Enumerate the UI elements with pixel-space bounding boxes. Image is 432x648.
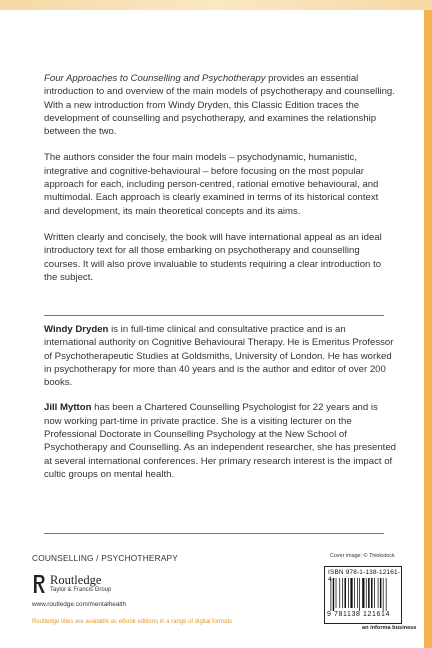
subject-category: COUNSELLING / PSYCHOTHERAPY	[32, 553, 179, 563]
top-color-band	[0, 0, 432, 10]
routledge-r-icon	[32, 573, 46, 595]
description-paragraph-3: Written clearly and concisely, the book will have international appeal as an ideal introductory text for all those embarking on psychotherapy and counselling courses. It will also prove invaluable to students requiring a clear introduction to the subject.	[44, 231, 382, 283]
author-bio-text-2: has been a Chartered Counselling Psychologist for 22 years and is now working part-time in private practice. She is a visiting lecturer on the Professional Doctorate in Counselling Psychology at the New School of Psychotherapy and Counselling. As an independent researcher, she has presented at several international conferences. Her primary research interest is the impact of cultic groups on mental health.	[44, 402, 397, 480]
author-bios	[44, 323, 398, 493]
publisher-name: Routledge	[50, 573, 102, 587]
publisher-website[interactable]: www.routledge.com/mentalhealth	[32, 601, 127, 608]
publisher-logo	[32, 573, 182, 597]
author-bio-2	[44, 401, 398, 481]
description-paragraph-2: The authors consider the four main models – psychodynamic, humanistic, integrative and cognitive-behavioural – before focusing on the most popular approach for each, including person-centred, rational emotive behavioural, and multimodal. Each approach is clearly examined in terms of its historical context and development, its main theoretical concepts and its aims.	[44, 152, 379, 217]
description-paragraph-1	[44, 72, 396, 138]
spine-color-strip	[424, 10, 432, 648]
divider-top	[44, 315, 384, 316]
description-text-1: provides an essential introduction to and overview of the main models of psychotherapy and counselling. With a new introduction from Windy Dryden, this Classic Edition traces the development of counselling and psychotherapy, and examines the relationship between the two.	[44, 73, 395, 138]
book-title: Four Approaches to Counselling and Psychotherapy	[44, 73, 266, 84]
barcode-icon	[330, 578, 396, 611]
cover-image-credit: Cover image: © Thinkstock	[330, 553, 395, 559]
isbn-barcode-box	[324, 566, 402, 624]
book-description	[44, 72, 396, 297]
author-bio-text-1: is in full-time clinical and consultative practice and is an international authority on Cognitive Behavioural Therapy. He is Emeritus Professor of Psychotherapeutic Studies at Goldsmiths, University of London. He has worked in psychotherapy for more than 40 years and is the author and editor of over 200 books.	[44, 324, 394, 389]
divider-bottom	[44, 533, 384, 534]
author-name-1: Windy Dryden	[44, 324, 109, 335]
author-name-2: Jill Mytton	[44, 402, 92, 414]
informa-business-tag: an informa business	[362, 625, 417, 631]
ebook-availability-note: Routledge titles are available as eBook editions in a range of digital formats	[32, 619, 233, 625]
barcode-digits: 9 781138 121614	[327, 611, 390, 618]
publisher-group: Taylor & Francis Group	[50, 587, 112, 593]
isbn-number: ISBN 978-1-138-12161-4	[328, 569, 401, 583]
author-bio-1	[44, 323, 398, 389]
